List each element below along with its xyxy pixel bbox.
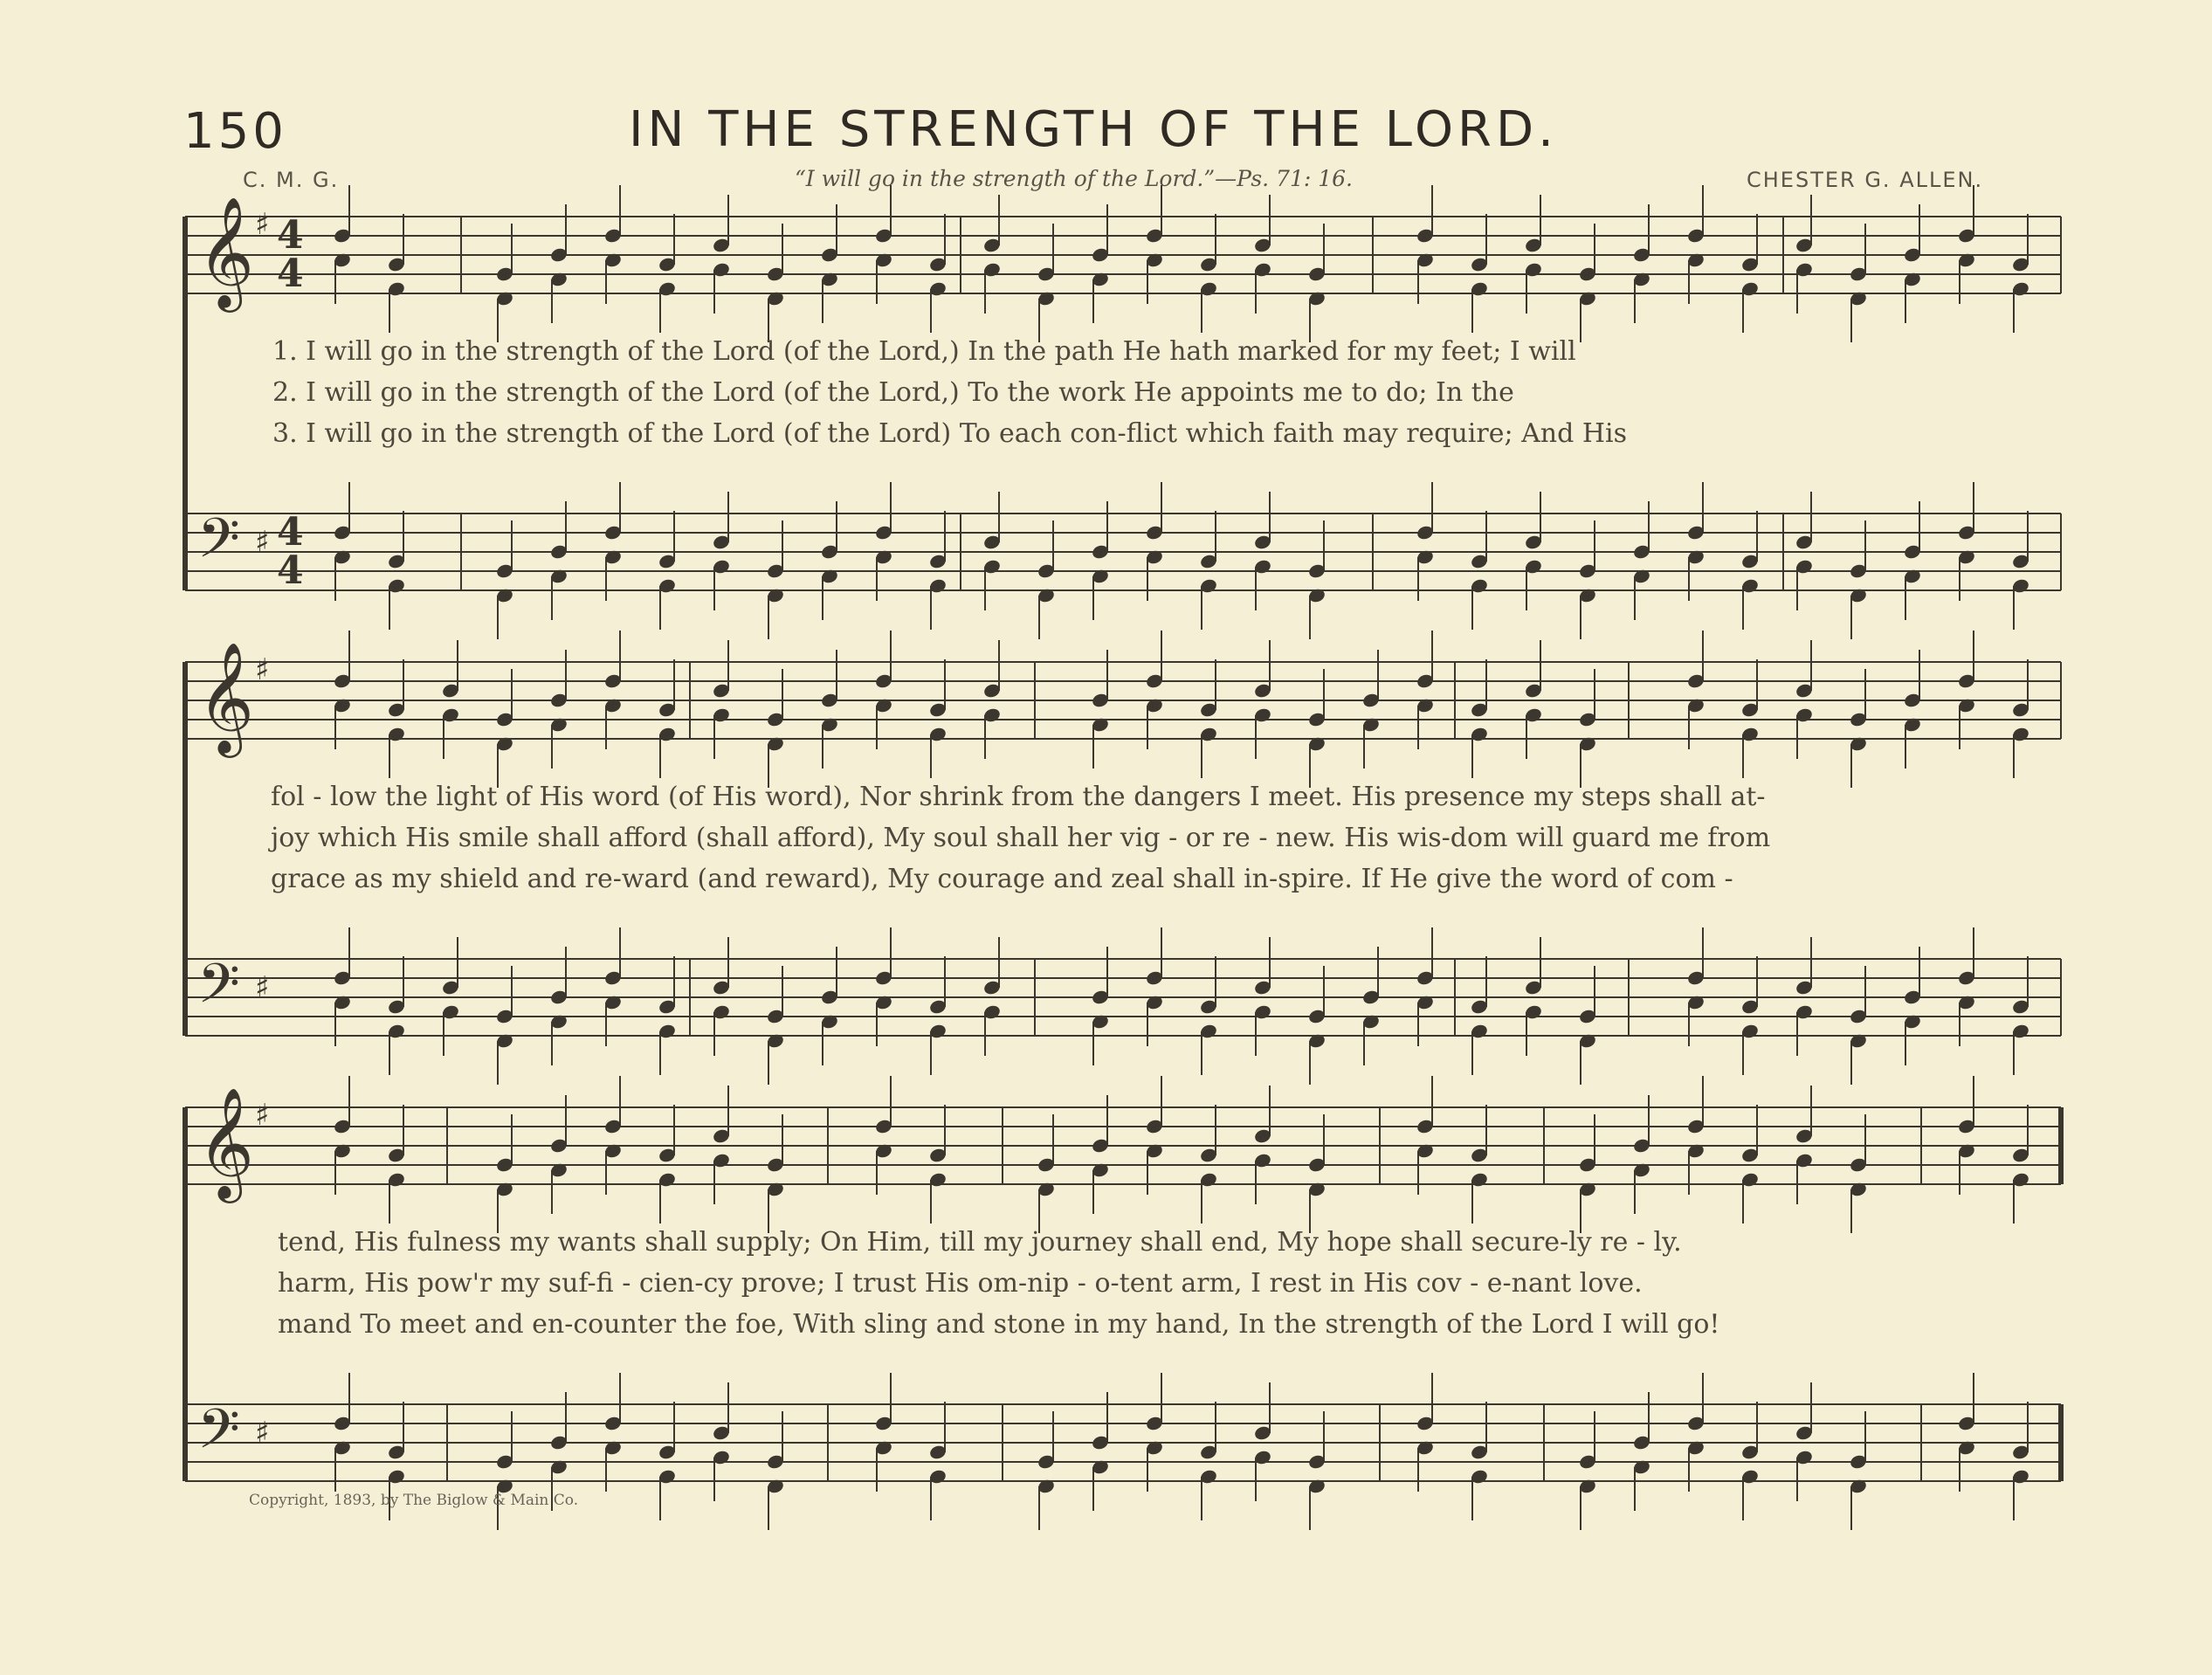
lyric-line: 3. I will go in the strength of the Lord (of the Lord) To each con-flict which faith may require; And His [272, 418, 1628, 449]
sharp-icon: ♯ [255, 1416, 270, 1451]
lyric-line: grace as my shield and re-ward (and reward), My courage and zeal shall in-spire. If He give the word of com - [271, 864, 1733, 894]
lyric-line: 1. I will go in the strength of the Lord (of the Lord,) In the path He hath marked for my feet; I will [272, 336, 1576, 367]
time-signature: 4 [277, 213, 304, 258]
time-signature: 4 [277, 510, 304, 555]
meter-label: C. M. G. [243, 168, 340, 192]
lyric-line: joy which His smile shall afford (shall afford), My soul shall her vig - or re - new. His wis-dom will guard me from [271, 823, 1771, 853]
lyric-line: fol - low the light of His word (of His word), Nor shrink from the dangers I meet. His presence my steps shall at- [271, 782, 1766, 812]
lyric-line: 2. I will go in the strength of the Lord (of the Lord,) To the work He appoints me to do; In the [272, 377, 1514, 408]
time-signature: 4 [277, 548, 304, 593]
scripture-reference: “I will go in the strength of the Lord.”—Ps. 71: 16. [795, 166, 1353, 191]
bass-clef-icon: 𝄢 [197, 506, 240, 583]
copyright-notice: Copyright, 1893, by The Biglow & Main Co. [249, 1492, 579, 1509]
time-signature: 4 [277, 252, 304, 296]
treble-clef-icon: 𝄞 [197, 196, 255, 307]
sharp-icon: ♯ [255, 652, 270, 687]
composer-credit: CHESTER G. ALLEN. [1747, 168, 1984, 192]
page-number: 150 [183, 103, 287, 160]
sharp-icon: ♯ [255, 207, 270, 242]
treble-clef-icon: 𝄞 [197, 1086, 255, 1198]
sharp-icon: ♯ [255, 1098, 270, 1133]
sharp-icon: ♯ [255, 525, 270, 560]
bass-clef-icon: 𝄢 [197, 1396, 240, 1474]
hymn-title: IN THE STRENGTH OF THE LORD. [629, 101, 1558, 158]
lyric-line: tend, His fulness my wants shall supply; On Him, till my journey shall end, My hope shall secure-ly re - ly. [278, 1227, 1682, 1258]
lyric-line: mand To meet and en-counter the foe, With sling and stone in my hand, In the strength of the Lord I will go! [278, 1309, 1720, 1340]
sharp-icon: ♯ [255, 970, 270, 1005]
lyric-line: harm, His pow'r my suf-fi - cien-cy prove; I trust His om-nip - o-tent arm, I rest in His cov - e-nant love. [278, 1268, 1643, 1299]
bass-clef-icon: 𝄢 [197, 951, 240, 1029]
treble-clef-icon: 𝄞 [197, 641, 255, 753]
